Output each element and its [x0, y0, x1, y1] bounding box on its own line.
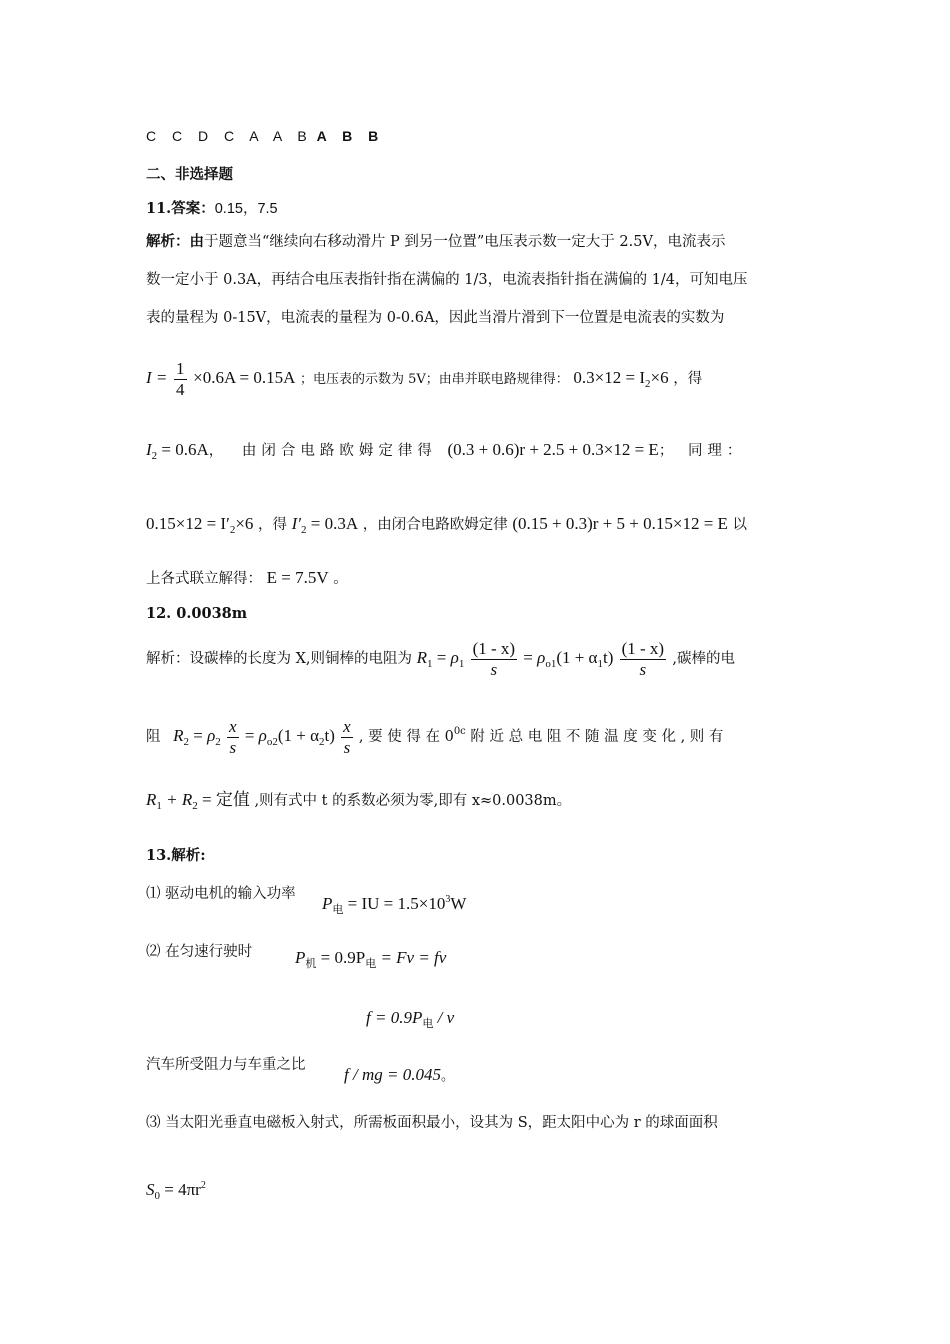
q12-line3 — [146, 790, 571, 816]
q13-part3: ⑶ 当太阳光垂直电磁板入射式，所需板面积最小，设其为 S，距太阳中心为 r 的球面面积 — [146, 1115, 718, 1131]
eq-R2: $R_2 = \rho_2$ $\frac{x}{s}$ = $\rho_{o2}(1 + \alpha_2t)$ $\frac{x}{s}$ — [173, 716, 351, 757]
voltmeter-text: ；电压表的示数为 5V；由串并联电路规律得： — [300, 372, 569, 387]
q11-text-line1: 于题意当“继续向右移动滑片 P 到另一位置”电压表示数一定大于 2.5V，电流表示 — [204, 234, 726, 250]
fraction-numerator: 1 — [176, 358, 185, 378]
q12-tail2a: , 要 使 得 在 — [358, 729, 440, 745]
de-text: ，得 — [673, 371, 703, 387]
q12-line2 — [146, 710, 723, 764]
eq-ratio: f / mg = 0.045。 — [344, 1065, 454, 1084]
answer-key-line — [146, 126, 384, 146]
q11-solve-line — [146, 568, 348, 589]
q12-zu: 阻 — [146, 729, 161, 745]
eq-I2-prime: $I'_2 = 0.3A$ — [291, 514, 359, 536]
q12-title: 12. 0.0038m — [146, 605, 248, 622]
eq-closed-circuit-1: (0.3 + 0.6)r + 2.5 + 0.3×12 = E — [447, 440, 659, 459]
eq-R1: $R_1 = \rho_1$ $\frac{(1 - x)}{s}$ = $\rho_{o1}(1 + \alpha_1t)$ $\frac{(1 - x)}{s}$ — [416, 638, 665, 679]
q11-text-line3: 表的量程为 0-15V，电流表的量程为 0-0.6A，因此当滑片滑到下一位置是电流表的实数为 — [146, 310, 725, 326]
q11-label: 11.答案： — [146, 200, 215, 217]
q12-tail1: ,碳棒的电 — [672, 651, 735, 667]
eq-I-left: I = — [146, 368, 168, 387]
q12-line1 — [146, 636, 735, 686]
eq-closed-circuit-2: (0.15 + 0.3)r + 5 + 0.15×12 = E — [512, 514, 728, 533]
eq-quarter-fraction — [174, 359, 187, 400]
end-mark: 。 — [333, 571, 348, 587]
ohm-law-text: 由闭合电路欧姆定律得 — [241, 443, 437, 459]
q13-ratio-line — [146, 1055, 306, 1075]
q11-answer: 0.15，7.5 — [214, 201, 278, 217]
q13-p2-label: ⑵ 在匀速行驶时 — [146, 944, 253, 960]
q11-answer-line — [146, 199, 278, 219]
yi-text: 以 — [732, 517, 748, 533]
q11-analysis-label: 解析： — [146, 233, 190, 250]
q11-eq-line2: $I_2 = 0.6A$， 由闭合电路欧姆定律得 (0.3 + 0.6)r + 2.5 + 0.3×12 = E； 同理： — [146, 440, 747, 462]
ratio-label: 汽车所受阻力与车重之比 — [146, 1057, 306, 1073]
answer-key-bold: A B B — [316, 128, 385, 144]
q11-analysis-line1 — [146, 232, 725, 252]
eq-S0: $S_0 = 4\pi r^2$ — [146, 1180, 206, 1202]
eq-R-sum: $R_1 + R_2$ = 定值 — [146, 790, 250, 812]
eq-I-right: ×0.6A = 0.15A — [193, 368, 296, 387]
q13-part1 — [146, 884, 296, 904]
eq-series: $0.3\times 12 = I_2\times 6$ — [573, 368, 669, 390]
eq-P-mech: $P_机 = 0.9P_电 = Fv$ = fv — [295, 948, 447, 970]
q11-eq-line3 — [146, 514, 747, 540]
eq-015: $0.15\times 12 = I'_2\times 6$ — [146, 514, 254, 536]
q12-tail3: ,则有式中 t 的系数必须为零,即有 x≈0.0038m。 — [254, 793, 572, 809]
q12-tail2b: 附 近 总 电 阻 不 随 温 度 变 化 , 则 有 — [470, 729, 724, 745]
section-title: 二、非选择题 — [146, 166, 233, 183]
answer-key: C C D C A A B — [146, 128, 313, 144]
zero-degree: $0^{0c}$ — [444, 726, 466, 745]
q12-intro: 解析：设碳棒的长度为 X,则铜棒的电阻为 — [146, 651, 413, 667]
q13-title: 13.解析: — [146, 847, 206, 864]
q13-p1-label: ⑴ 驱动电机的输入功率 — [146, 886, 296, 902]
eq-P-input: $P_电$ = IU = $1.5\times 10^3W$ — [322, 894, 467, 916]
q13-part2 — [146, 942, 252, 962]
ohm-law-text-2: ，由闭合电路欧姆定律 — [362, 517, 508, 533]
eq-E: E = 7.5V — [266, 568, 329, 587]
fraction-denominator: 4 — [176, 379, 185, 399]
same-reason-text: 同理： — [687, 443, 747, 459]
q11-eq-line1 — [146, 358, 702, 404]
eq-I2: $I_2 = 0.6A$ — [146, 440, 209, 462]
q11-text-line2: 数一定小于 0.3A，再结合电压表指针指在满偏的 1/3，电流表指针指在满偏的 1/4，可知电压 — [146, 272, 748, 288]
eq-f: $f = 0.9P_电 / v$ — [366, 1008, 455, 1030]
de-text-2: ，得 — [258, 517, 288, 533]
solve-text: 上各式联立解得： — [146, 571, 262, 587]
q11-analysis-lead: 由 — [189, 233, 204, 250]
